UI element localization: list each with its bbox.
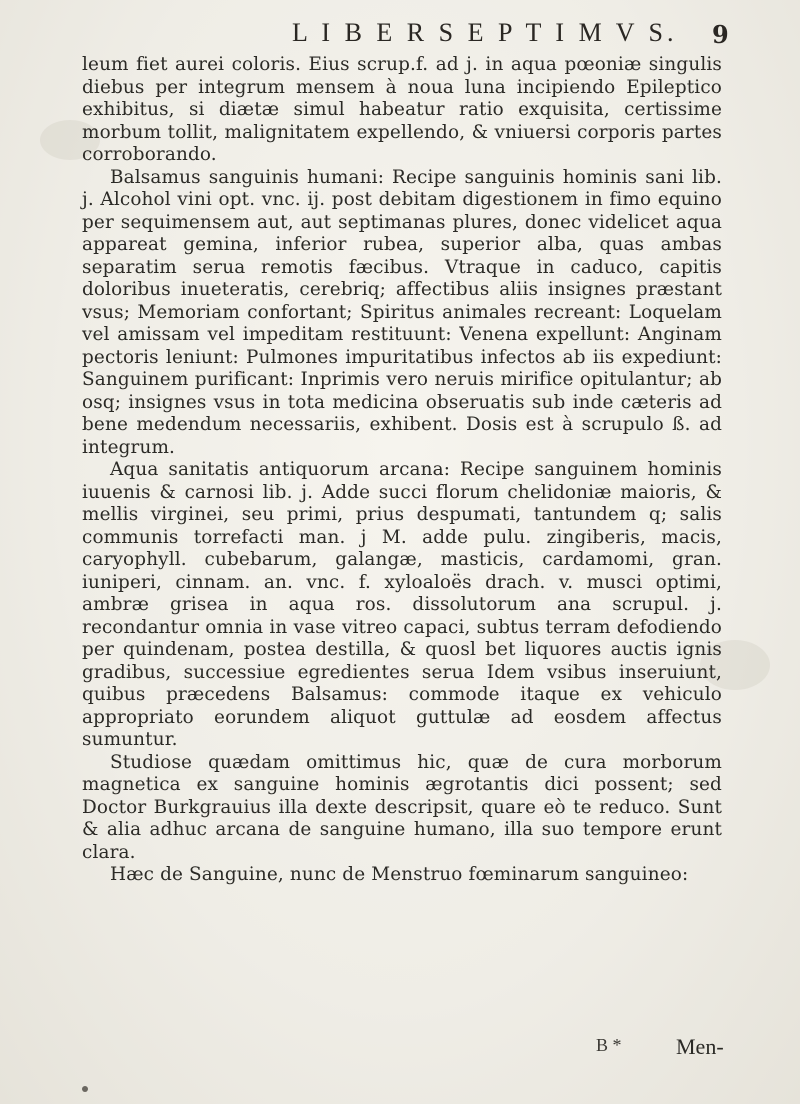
paragraph-aqua-sanitatis: Aqua sanitatis antiquorum arcana: Recipe sanguinem hominis iuuenis & carnosi lib. j. Adde succi florum chelidoniæ maioris, & mellis virginei, seu primi, prius despumati, tantundem q; salis communis torrefacti man. j M. adde pulu. zingiberis, macis, caryophyll. cubebarum, galangæ, masticis, cardamomi, gran. iuniperi, cinnam. an. vnc. f. xyloaloës drach. v. musci optimi, ambræ grisea in aqua ros. dissolutorum ana scrupul. j. recondantur omnia in vase vitreo capaci, subtus terram defodiendo per quindenam, postea destilla, & quosl bet liquores auctis ignis gradibus, successiue egredientes serua Idem vsibus inseruiunt, quibus præcedens Balsamus: commode itaque ex vehiculo appropriato eorundem aliquot guttulæ ad eosdem affectus sumuntur. — [82, 459, 722, 750]
ink-spot — [82, 1086, 88, 1092]
paragraph-transition: Hæc de Sanguine, nunc de Menstruo fœminarum sanguineo: — [110, 864, 689, 885]
page-header — [0, 16, 800, 56]
paragraph-studiose: Studiose quædam omittimus hic, quæ de cura morborum magnetica ex sanguine hominis ægrotantis dici possent; sed Doctor Burkgrauius illa dexte descripsit, quare eò te reduco. Sunt & alia adhuc arcana de sanguine humano, illa suo tempore erunt clara. — [82, 751, 722, 863]
paragraph-balsamus: Balsamus sanguinis humani: Recipe sanguinis hominis sani lib. j. Alcohol vini opt. vnc. ij. post debitam digestionem in fimo equino per sequimensem aut, aut septimanas plures, donec videlicet aqua appareat gemina, inferior rubea, superior alba, quas ambas separatim serua remotis fæcibus. Vtraque in caduco, capitis doloribus inueteratis, cerebriq; affectibus aliis insignes præstant vsus; Memoriam confortant; Spiritus animales recreant: Loquelam vel amissam vel impeditam restituunt: Venena expellunt: Anginam pectoris leniunt: Pulmones impuritatibus infectos ab iis expediunt: Sanguinem purificant: Inprimis vero neruis mirifice opitulantur; ab osq; insignes vsus in tota medicina obseruatis sub inde cæteris ad bene medendum necessariis, exhibent. Dosis est à scrupulo ß. ad integrum. — [82, 166, 722, 458]
signature-mark: B * — [596, 1035, 622, 1055]
catchword: Men- — [676, 1034, 724, 1059]
running-head: L I B E R S E P T I M V S. — [292, 18, 678, 47]
paragraph-continued: leum fiet aurei coloris. Eius scrup.f. ad j. in aqua pœoniæ singulis diebus per integrum mensem à noua luna incipiendo Epileptico exhibitus, si diætæ simul habeatur ratio exquisita, certissime morbum tollit, malignitatem expellendo, & vniuersi corporis partes corroborando. — [82, 54, 722, 165]
text-body — [82, 54, 722, 887]
page-number: 9 — [712, 20, 729, 49]
